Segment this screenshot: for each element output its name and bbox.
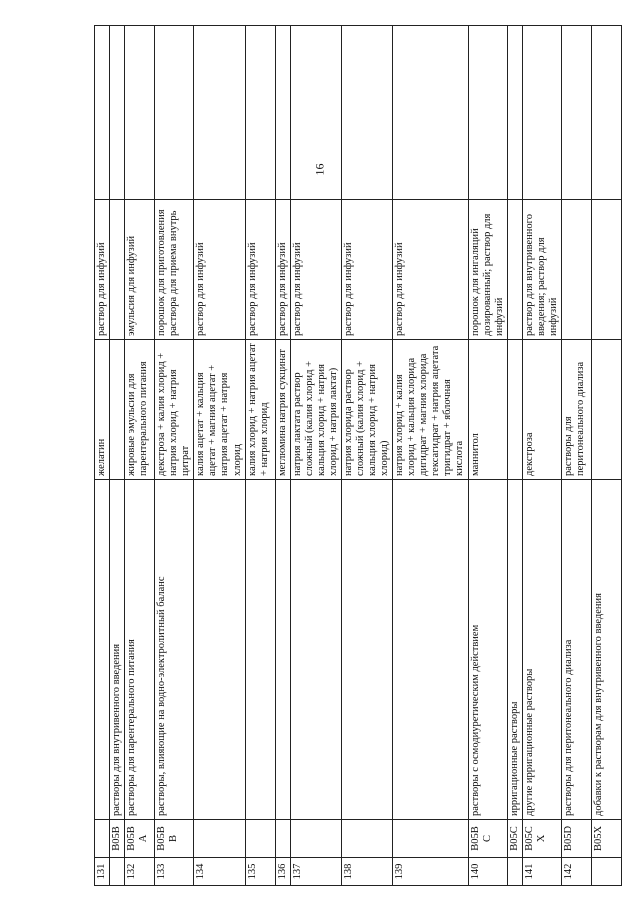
group-name: [290, 480, 341, 820]
substance-name: [110, 340, 125, 480]
group-name: ирригационные растворы: [507, 480, 522, 820]
atx-code: [290, 820, 341, 858]
group-name: [194, 480, 245, 820]
extra-cell: [95, 26, 110, 200]
row-number: 142: [561, 858, 591, 886]
table-row: [393, 26, 468, 886]
dosage-form: раствор для инфузий: [393, 200, 468, 340]
group-name: [95, 480, 110, 820]
table-body: [95, 26, 622, 886]
group-name: [275, 480, 290, 820]
group-name: [393, 480, 468, 820]
group-name: растворы с осмодиуретическим действием: [468, 480, 507, 820]
row-number: [110, 858, 125, 886]
substance-name: [507, 340, 522, 480]
extra-cell: [393, 26, 468, 200]
dosage-form: порошок для ингаляций дозированный; раствор для инфузий: [468, 200, 507, 340]
atx-code: [341, 820, 392, 858]
table-row: [522, 26, 561, 886]
atx-code: [95, 820, 110, 858]
dosage-form: раствор для инфузий: [290, 200, 341, 340]
atx-code: B05BC: [468, 820, 507, 858]
substance-name: натрия хлорид + калия хлорид + кальция хлорида дигидрат + магния хлорида гексагидрат + натрия ацетата тригидрат + яблочная кислота: [393, 340, 468, 480]
dosage-form: раствор для инфузий: [341, 200, 392, 340]
atx-code: [245, 820, 275, 858]
page-number: 16: [312, 163, 327, 176]
extra-cell: [155, 26, 194, 200]
substance-name: натрия хлорида раствор сложный (калия хлорид + кальция хлорид + натрия хлорид): [341, 340, 392, 480]
extra-cell: [245, 26, 275, 200]
table-row: [290, 26, 341, 886]
atx-code: B05CX: [522, 820, 561, 858]
extra-cell: [125, 26, 155, 200]
row-number: 140: [468, 858, 507, 886]
row-number: 136: [275, 858, 290, 886]
row-number: 132: [125, 858, 155, 886]
table-row: [468, 26, 507, 886]
substance-name: декстроза + калия хлорид + натрия хлорид + натрия цитрат: [155, 340, 194, 480]
extra-cell: [290, 26, 341, 200]
extra-cell: [522, 26, 561, 200]
row-number: 141: [522, 858, 561, 886]
dosage-form: порошок для приготовления раствора для приема внутрь: [155, 200, 194, 340]
table-row: [194, 26, 245, 886]
group-name: растворы для парентерального питания: [125, 480, 155, 820]
substance-name: желатин: [95, 340, 110, 480]
atx-code: [393, 820, 468, 858]
dosage-form: [561, 200, 591, 340]
atx-code: B05BA: [125, 820, 155, 858]
atx-code: [275, 820, 290, 858]
extra-cell: [194, 26, 245, 200]
extra-cell: [507, 26, 522, 200]
substance-name: калия ацетат + кальция ацетат + магния ацетат + натрия ацетат + натрия хлорид: [194, 340, 245, 480]
row-number: 133: [155, 858, 194, 886]
row-number: [591, 858, 621, 886]
group-name: растворы для перитонеального диализа: [561, 480, 591, 820]
extra-cell: [591, 26, 621, 200]
row-number: 137: [290, 858, 341, 886]
dosage-form: раствор для инфузий: [95, 200, 110, 340]
atx-code: B05BB: [155, 820, 194, 858]
table-row: [561, 26, 591, 886]
extra-cell: [275, 26, 290, 200]
row-number: 134: [194, 858, 245, 886]
substance-name: маннитол: [468, 340, 507, 480]
extra-cell: [468, 26, 507, 200]
atx-code: B05C: [507, 820, 522, 858]
extra-cell: [341, 26, 392, 200]
dosage-form: раствор для инфузий: [245, 200, 275, 340]
table-row: [110, 26, 125, 886]
rotated-page-content: [94, 26, 604, 886]
dosage-form: раствор для инфузий: [194, 200, 245, 340]
group-name: растворы, влияющие на водно-электролитный баланс: [155, 480, 194, 820]
table-row: [341, 26, 392, 886]
drug-list-table: [94, 25, 622, 886]
substance-name: растворы для перитонеального диализа: [561, 340, 591, 480]
group-name: [245, 480, 275, 820]
substance-name: калия хлорид + натрия ацетат + натрия хлорид: [245, 340, 275, 480]
substance-name: [591, 340, 621, 480]
substance-name: декстроза: [522, 340, 561, 480]
group-name: растворы для внутривенного введения: [110, 480, 125, 820]
dosage-form: [591, 200, 621, 340]
dosage-form: [507, 200, 522, 340]
group-name: [341, 480, 392, 820]
atx-code: B05B: [110, 820, 125, 858]
atx-code: B05X: [591, 820, 621, 858]
table-row: [155, 26, 194, 886]
substance-name: натрия лактата раствор сложный (калия хлорид + кальция хлорид + натрия хлорид + натрия лактат): [290, 340, 341, 480]
group-name: другие ирригационные растворы: [522, 480, 561, 820]
row-number: 138: [341, 858, 392, 886]
dosage-form: [110, 200, 125, 340]
row-number: [507, 858, 522, 886]
group-name: добавки к растворам для внутривенного введения: [591, 480, 621, 820]
table-row: [245, 26, 275, 886]
atx-code: [194, 820, 245, 858]
dosage-form: раствор для внутривенного введения; раствор для инфузий: [522, 200, 561, 340]
table-row: [95, 26, 110, 886]
substance-name: жировые эмульсии для парентерального питания: [125, 340, 155, 480]
dosage-form: эмульсия для инфузий: [125, 200, 155, 340]
extra-cell: [110, 26, 125, 200]
substance-name: меглюмина натрия сукцинат: [275, 340, 290, 480]
row-number: 135: [245, 858, 275, 886]
table-row: [125, 26, 155, 886]
atx-code: B05D: [561, 820, 591, 858]
table-row: [275, 26, 290, 886]
row-number: 131: [95, 858, 110, 886]
extra-cell: [561, 26, 591, 200]
dosage-form: раствор для инфузий: [275, 200, 290, 340]
table-row: [591, 26, 621, 886]
table-row: [507, 26, 522, 886]
row-number: 139: [393, 858, 468, 886]
